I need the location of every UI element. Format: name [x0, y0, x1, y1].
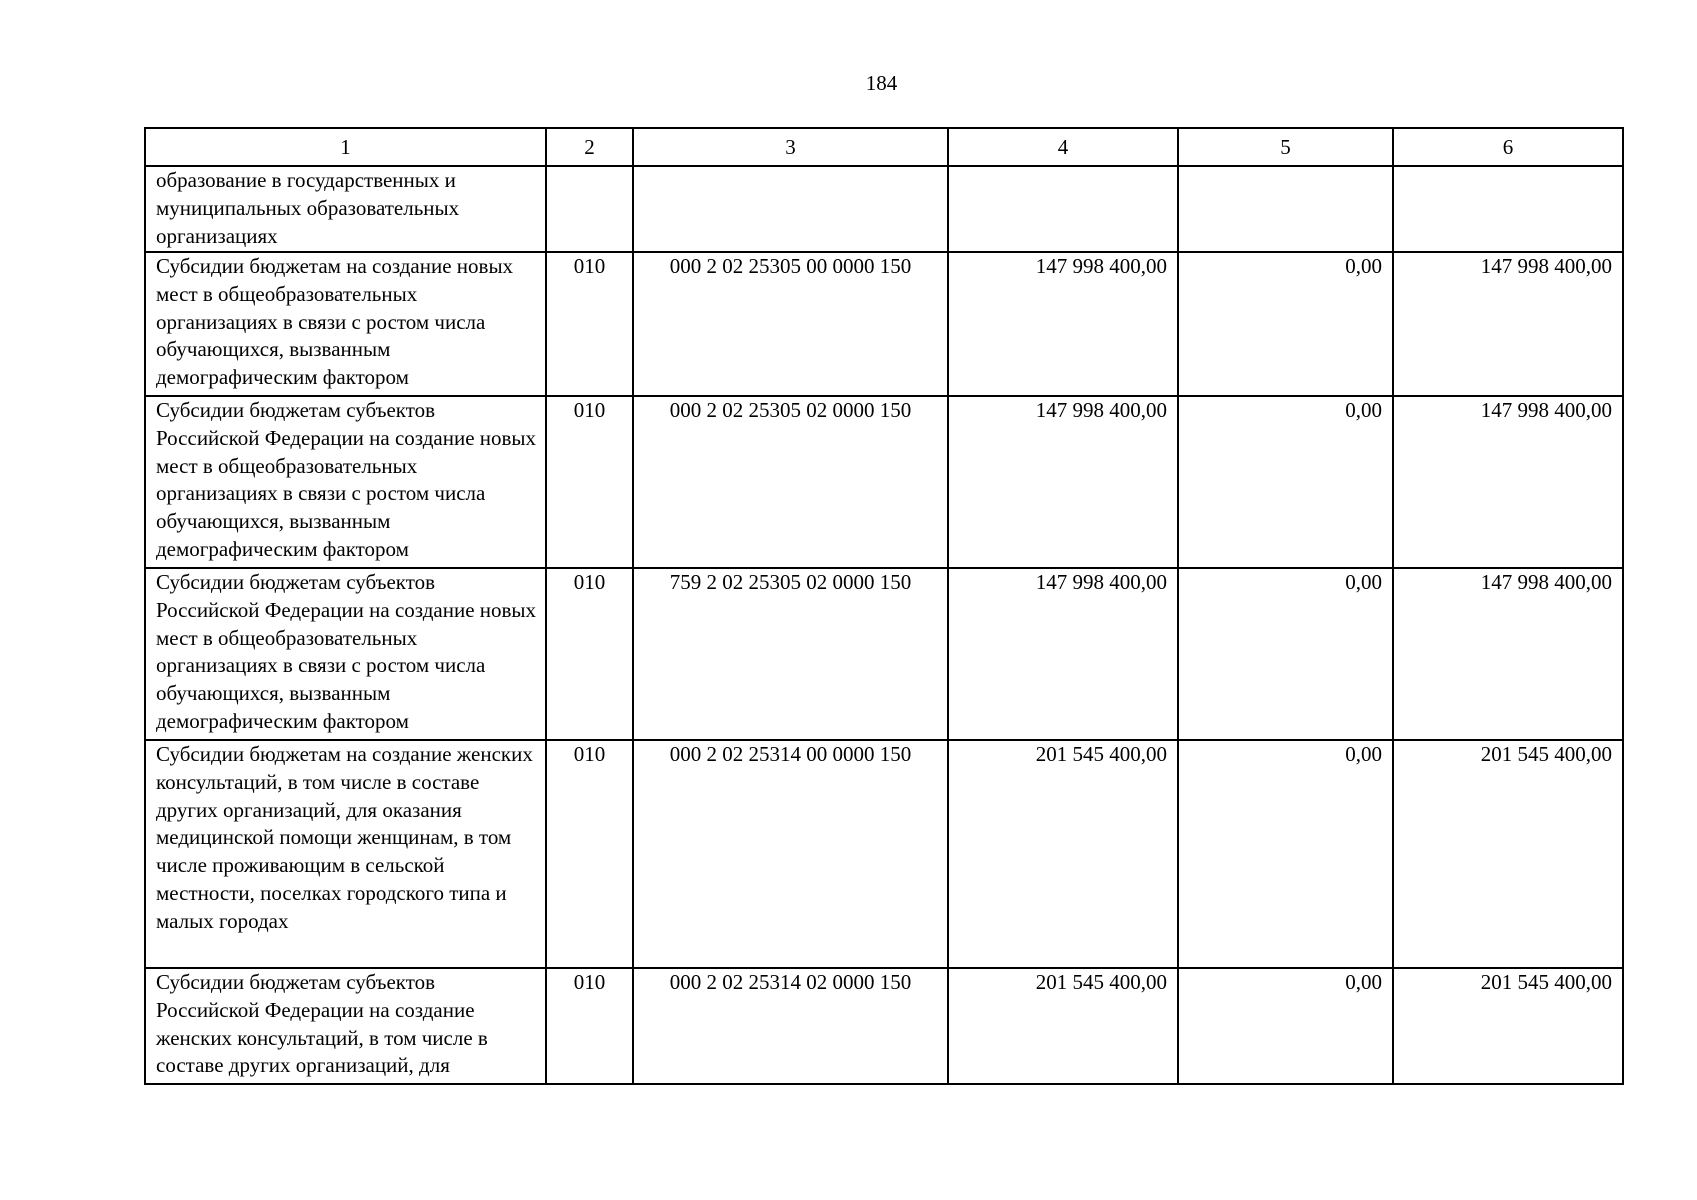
amount-col4-cell: 147 998 400,00 — [948, 568, 1178, 740]
table-header-row — [145, 128, 1623, 166]
budget-code-cell — [633, 166, 948, 252]
amount-col6-cell: 201 545 400,00 — [1393, 968, 1623, 1084]
row-name-cell: Субсидии бюджетам субъектов Российской Федерации на создание женских консультаций, в том числе в составе других организаций, для — [145, 968, 546, 1084]
amount-col4-cell: 147 998 400,00 — [948, 396, 1178, 568]
row-name-cell: образование в государственных и муниципальных образовательных организациях — [145, 166, 546, 252]
amount-col4-cell: 147 998 400,00 — [948, 252, 1178, 396]
row-name-cell: Субсидии бюджетам субъектов Российской Федерации на создание новых мест в общеобразовательных организациях в связи с ростом числа обучающихся, вызванным демографическим фактором — [145, 568, 546, 740]
column-header: 2 — [546, 128, 633, 166]
budget-table — [144, 127, 1624, 1085]
budget-code-cell: 000 2 02 25305 00 0000 150 — [633, 252, 948, 396]
amount-col4-cell — [948, 166, 1178, 252]
column-header: 4 — [948, 128, 1178, 166]
amount-col4-cell: 201 545 400,00 — [948, 968, 1178, 1084]
admin-code-cell: 010 — [546, 252, 633, 396]
column-header: 1 — [145, 128, 546, 166]
page-number: 184 — [865, 71, 898, 95]
amount-col6-cell — [1393, 166, 1623, 252]
budget-code-cell: 000 2 02 25314 02 0000 150 — [633, 968, 948, 1084]
admin-code-cell: 010 — [546, 396, 633, 568]
amount-col6-cell: 147 998 400,00 — [1393, 396, 1623, 568]
amount-col6-cell: 147 998 400,00 — [1393, 568, 1623, 740]
table-row — [145, 252, 1623, 396]
admin-code-cell: 010 — [546, 568, 633, 740]
table-row — [145, 396, 1623, 568]
table-row — [145, 568, 1623, 740]
amount-col5-cell: 0,00 — [1178, 252, 1393, 396]
column-header: 5 — [1178, 128, 1393, 166]
amount-col6-cell: 201 545 400,00 — [1393, 740, 1623, 968]
column-header: 6 — [1393, 128, 1623, 166]
budget-code-cell: 000 2 02 25314 00 0000 150 — [633, 740, 948, 968]
admin-code-cell: 010 — [546, 740, 633, 968]
budget-code-cell: 000 2 02 25305 02 0000 150 — [633, 396, 948, 568]
amount-col5-cell: 0,00 — [1178, 568, 1393, 740]
amount-col5-cell: 0,00 — [1178, 396, 1393, 568]
column-header: 3 — [633, 128, 948, 166]
table-row — [145, 740, 1623, 968]
amount-col5-cell — [1178, 166, 1393, 252]
amount-col6-cell: 147 998 400,00 — [1393, 252, 1623, 396]
admin-code-cell: 010 — [546, 968, 633, 1084]
table-row — [145, 968, 1623, 1084]
amount-col5-cell: 0,00 — [1178, 968, 1393, 1084]
amount-col5-cell: 0,00 — [1178, 740, 1393, 968]
table-row — [145, 166, 1623, 252]
amount-col4-cell: 201 545 400,00 — [948, 740, 1178, 968]
budget-code-cell: 759 2 02 25305 02 0000 150 — [633, 568, 948, 740]
row-name-cell: Субсидии бюджетам на создание женских консультаций, в том числе в составе других организаций, для оказания медицинской помощи женщинам, в том числе проживающим в сельской местности, поселках городского типа и малых городах — [145, 740, 546, 968]
admin-code-cell — [546, 166, 633, 252]
row-name-cell: Субсидии бюджетам на создание новых мест в общеобразовательных организациях в связи с ростом числа обучающихся, вызванным демографическим фактором — [145, 252, 546, 396]
row-name-cell: Субсидии бюджетам субъектов Российской Федерации на создание новых мест в общеобразовательных организациях в связи с ростом числа обучающихся, вызванным демографическим фактором — [145, 396, 546, 568]
